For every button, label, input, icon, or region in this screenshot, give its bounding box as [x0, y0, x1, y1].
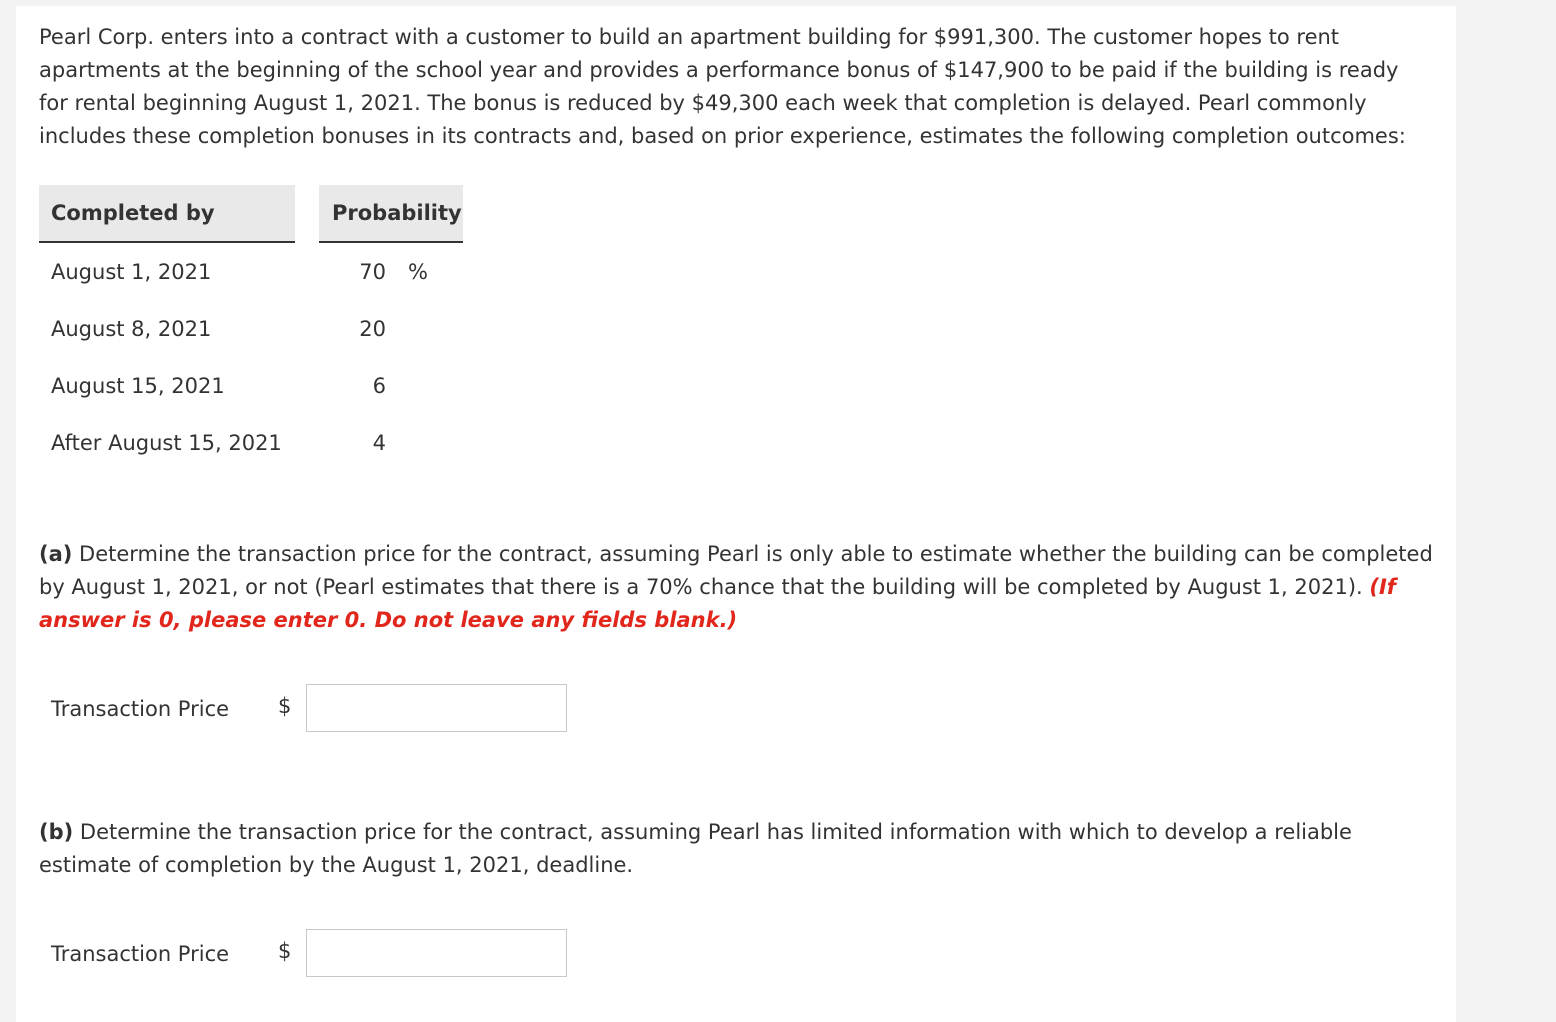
- part-a-transaction-price-input[interactable]: [306, 684, 567, 732]
- problem-statement: Pearl Corp. enters into a contract with a customer to build an apartment building for $991,300. The customer hopes to rent apartments at the beginning of the school year and provides a performance bonus of $147,900 to be paid if the building is ready for rental beginning August 1, 2021. The bonus is reduced by $49,300 each week that completion is delayed. Pearl commonly includes these completion bonuses in its contracts and, based on prior experience, estimates the following completion outcomes:: [39, 25, 1406, 148]
- row-probability: 6: [372, 374, 386, 398]
- row-date: August 15, 2021: [51, 374, 225, 398]
- part-a-label: (a): [39, 542, 73, 566]
- header-probability-label: Probability: [332, 201, 462, 225]
- row-date: August 1, 2021: [51, 260, 212, 284]
- part-a-transaction-price-label: Transaction Price: [51, 697, 230, 721]
- row-date: August 8, 2021: [51, 317, 212, 341]
- percent-sign: %: [408, 260, 428, 284]
- row-probability: 70: [359, 260, 386, 284]
- part-b-dollar-sign: $: [278, 939, 292, 963]
- row-date: After August 15, 2021: [51, 431, 282, 455]
- column-header-probability: [319, 185, 463, 243]
- part-b-text: Determine the transaction price for the contract, assuming Pearl has limited information with which to develop a reliable estimate of completion by the August 1, 2021, deadline.: [39, 820, 1352, 877]
- part-b-label: (b): [39, 820, 74, 844]
- part-a-text: Determine the transaction price for the contract, assuming Pearl is only able to estimate whether the building can be completed by August 1, 2021, or not (Pearl estimates that there is a 70% chance that the building will be completed by August 1, 2021).: [39, 542, 1433, 599]
- part-b-question: [39, 816, 1434, 882]
- header-completed-by-label: Completed by: [51, 201, 215, 225]
- row-probability: 4: [372, 431, 386, 455]
- column-header-completed-by: [39, 185, 295, 243]
- part-a-dollar-sign: $: [278, 694, 292, 718]
- part-b-transaction-price-label: Transaction Price: [51, 942, 230, 966]
- part-a-instruction-note: (If answer is 0, please enter 0. Do not leave any fields blank.): [39, 575, 1396, 632]
- part-a-question: [39, 538, 1434, 637]
- row-probability: 20: [359, 317, 386, 341]
- part-b-transaction-price-input[interactable]: [306, 929, 567, 977]
